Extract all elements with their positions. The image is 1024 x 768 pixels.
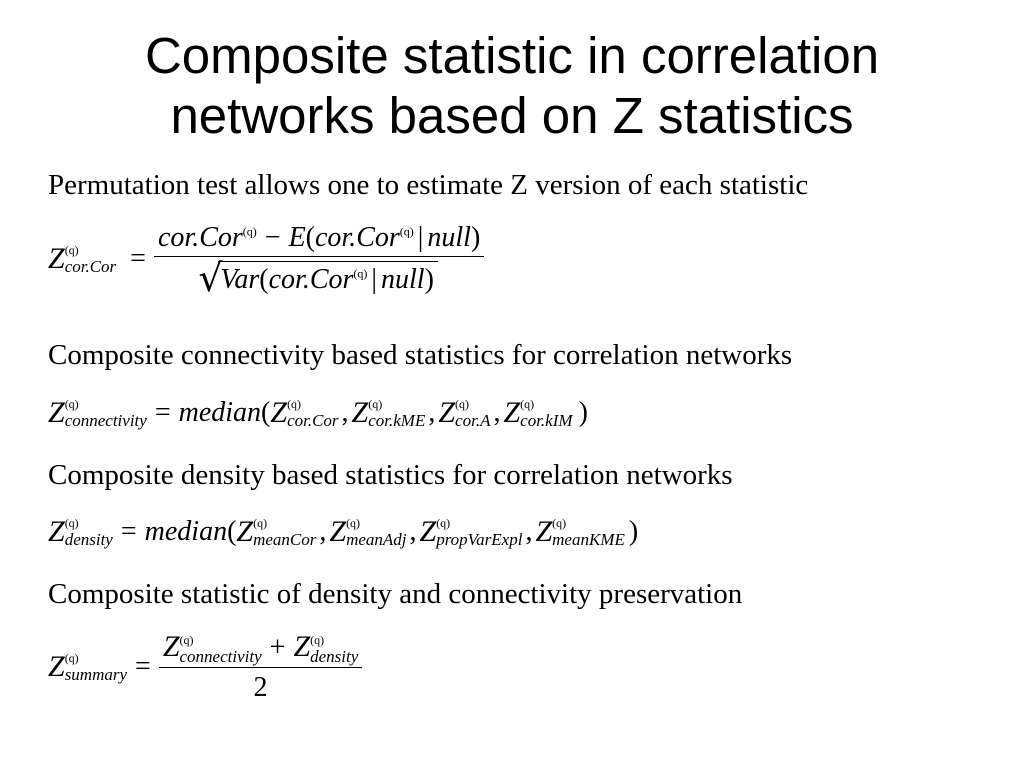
median-function: median — [178, 397, 262, 428]
text-connectivity-statistics: Composite connectivity based statistics for correlation networks — [48, 339, 793, 371]
slide-title — [0, 26, 1024, 146]
title-line-2: networks based on Z statistics — [170, 87, 854, 144]
equals-sign: = — [130, 243, 146, 274]
z-scripts: (q) cor.Cor — [64, 242, 117, 276]
equation-z-connectivity: Z (q) connectivity = median ( Z (q) cor.Cor , Z (q) cor.kME , Z (q) cor.A , Z (q) cor.kIM ) — [48, 396, 588, 430]
text-permutation-test: Permutation test allows one to estimate Z version of each statistic — [48, 169, 809, 201]
numerator: cor.Cor$^{(q)}$ − E(cor.Cor$^{(q)}$ | null) — [157, 222, 481, 253]
square-root: √ Var(cor.Cor$^{(q)}$ | null) — [218, 261, 438, 296]
equation-z-density: Z (q) density = median ( Z (q) meanCor , Z (q) meanAdj , Z (q) propVarExpl , Z (q) meanKME ) — [48, 515, 639, 549]
text-density-statistics: Composite density based statistics for correlation networks — [48, 459, 733, 491]
equation-z-summary: Z (q) summary = Z (q) connectivity + Z (q) density 2 — [48, 630, 362, 704]
denominator — [196, 256, 442, 300]
equation-z-cor-cor — [48, 222, 484, 300]
sqrt-icon: √ — [198, 256, 223, 300]
title-line-1: Composite statistic in correlation — [144, 27, 880, 84]
denominator-two: 2 — [253, 672, 268, 703]
summary-fraction: Z (q) connectivity + Z (q) density 2 — [159, 630, 362, 704]
median-function: median — [144, 516, 228, 547]
text-summary-statistic: Composite statistic of density and connectivity preservation — [48, 578, 743, 610]
fraction — [154, 222, 484, 300]
z-symbol: Z — [48, 242, 65, 275]
